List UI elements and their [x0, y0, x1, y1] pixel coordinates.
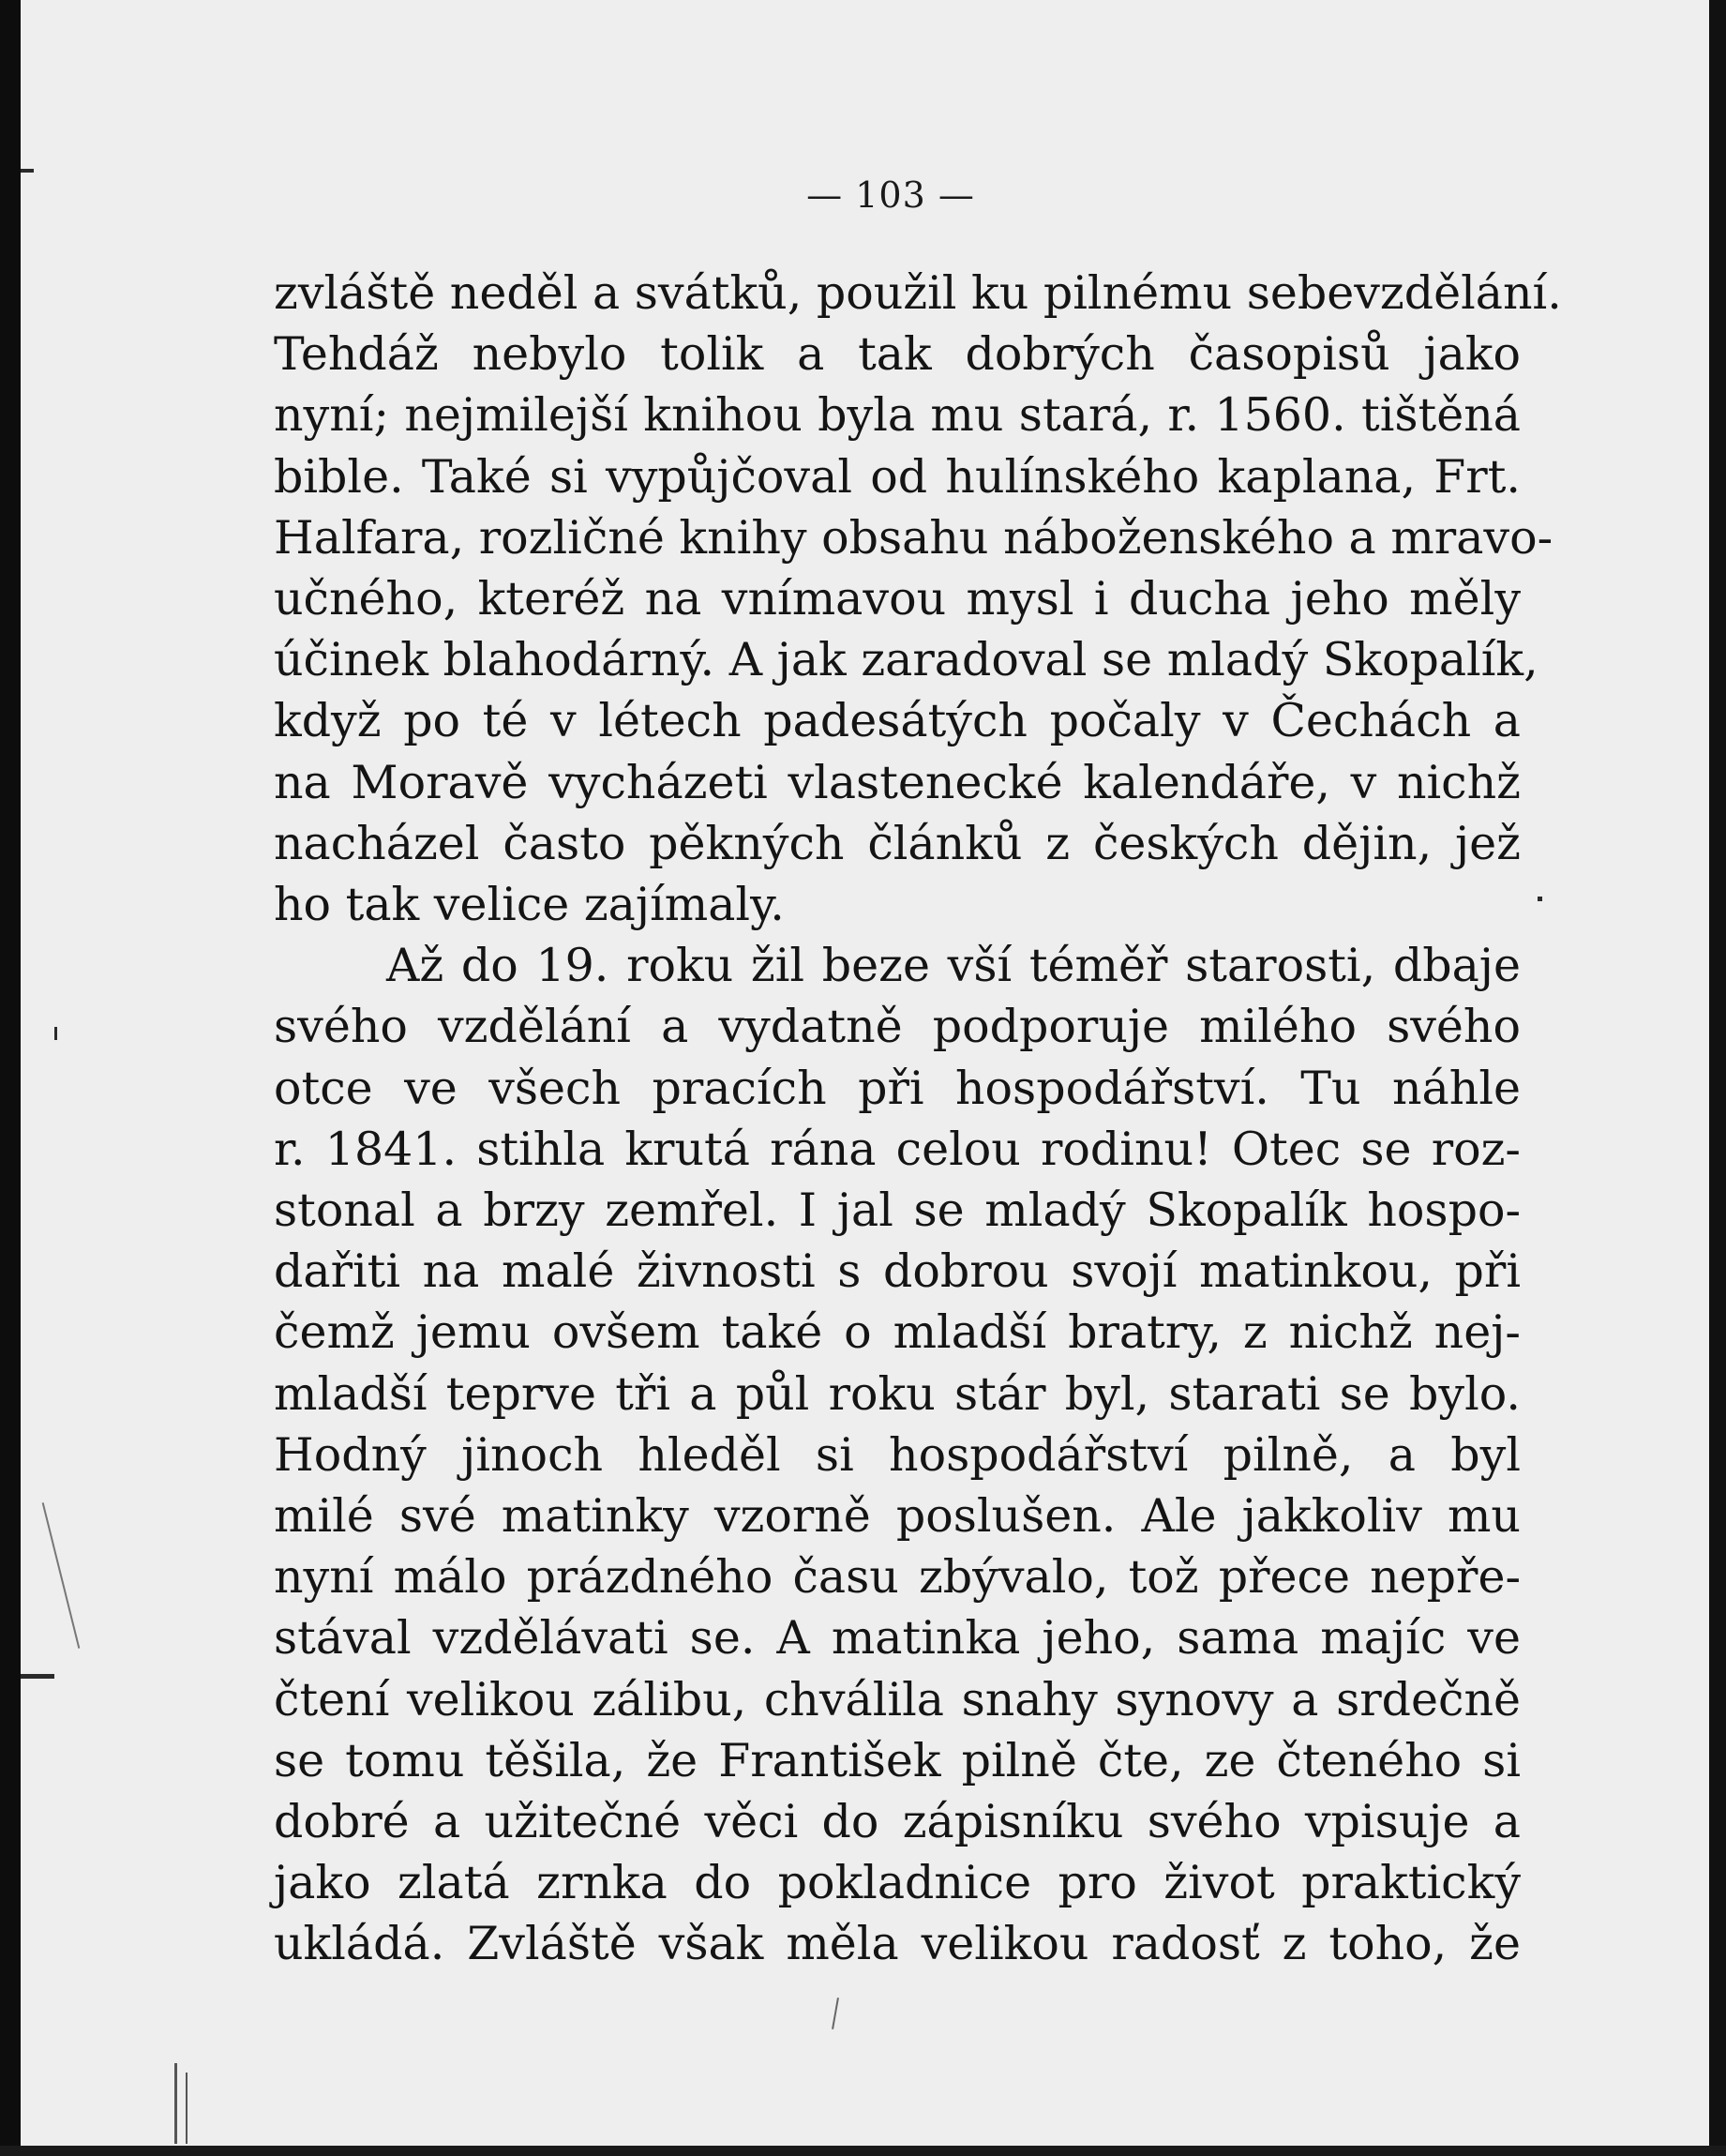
scan-crease	[186, 2073, 188, 2144]
text-line: ho tak velice zajímaly.	[274, 878, 785, 932]
text-line: zvláště neděl a svátků, použil ku pilnému sebevzdělání.	[274, 266, 1562, 320]
scan-crease	[174, 2063, 177, 2144]
text-line: Až do 19. roku žil beze vší téměř starosti, dbaje	[386, 939, 1521, 993]
paragraph	[274, 935, 1521, 1974]
text-line: otce ve všech pracích při hospodářství. Tu náhle	[274, 1061, 1521, 1115]
scan-speck	[54, 1027, 57, 1040]
text-line: dařiti na malé živnosti s dobrou svojí matinkou, při	[274, 1244, 1521, 1299]
bottom-scan-border	[0, 2146, 1726, 2156]
text-line: Tehdáž nebylo tolik a tak dobrých časopisů jako	[274, 327, 1521, 382]
text-line: nyní; nejmilejší knihou byla mu stará, r. 1560. tištěná	[274, 388, 1521, 443]
text-line: stonal a brzy zemřel. I jal se mladý Skopalík hospo-	[274, 1184, 1521, 1238]
scan-speck	[21, 169, 34, 173]
text-line: čemž jemu ovšem také o mladší bratry, z nichž nej-	[274, 1305, 1521, 1360]
right-scan-border	[1709, 0, 1726, 2156]
text-line: jako zlatá zrnka do pokladnice pro život praktický	[274, 1856, 1521, 1910]
text-line: se tomu těšila, že František pilně čte, ze čteného si	[274, 1733, 1521, 1787]
left-scan-border	[0, 0, 21, 2156]
text-line: bible. Také si vypůjčoval od hulínského kaplana, Frt.	[274, 449, 1521, 504]
text-line: milé své matinky vzorně poslušen. Ale jakkoliv mu	[274, 1489, 1521, 1544]
text-line: nacházel často pěkných článků z českých dějin, jež	[274, 816, 1521, 870]
text-line: r. 1841. stihla krutá rána celou rodinu! Otec se roz-	[274, 1122, 1521, 1176]
text-line: ukládá. Zvláště však měla velikou radosť z toho, že	[274, 1917, 1521, 1971]
text-line: mladší teprve tři a půl roku stár byl, starati se bylo.	[274, 1366, 1521, 1421]
scan-speck	[1538, 897, 1542, 901]
text-line: stával vzdělávati se. A matinka jeho, sama majíc ve	[274, 1611, 1521, 1666]
text-line: svého vzdělání a vydatně podporuje milého svého	[274, 1000, 1521, 1054]
text-line: učného, kteréž na vnímavou mysl i ducha jeho měly	[274, 572, 1521, 626]
text-line: když po té v létech padesátých počaly v Čechách a	[274, 694, 1521, 748]
body-text	[274, 263, 1562, 1975]
text-line: Hodný jinoch hleděl si hospodářství pilně, a byl	[274, 1427, 1521, 1482]
text-line: dobré a užitečné věci do zápisníku svého vpisuje a	[274, 1795, 1521, 1849]
scan-speck	[21, 1674, 54, 1679]
page-number: — 103 —	[806, 174, 975, 216]
text-line: Halfara, rozličné knihy obsahu náboženského a mravo-	[274, 510, 1553, 565]
text-line: na Moravě vycházeti vlastenecké kalendáře, v nichž	[274, 755, 1521, 809]
text-line: účinek blahodárný. A jak zaradoval se mladý Skopalík,	[274, 633, 1538, 687]
text-line: čtení velikou zálibu, chválila snahy synovy a srdečně	[274, 1672, 1521, 1726]
text-line: nyní málo prázdného času zbývalo, tož přece nepře-	[274, 1550, 1521, 1605]
paragraph	[274, 263, 1562, 935]
